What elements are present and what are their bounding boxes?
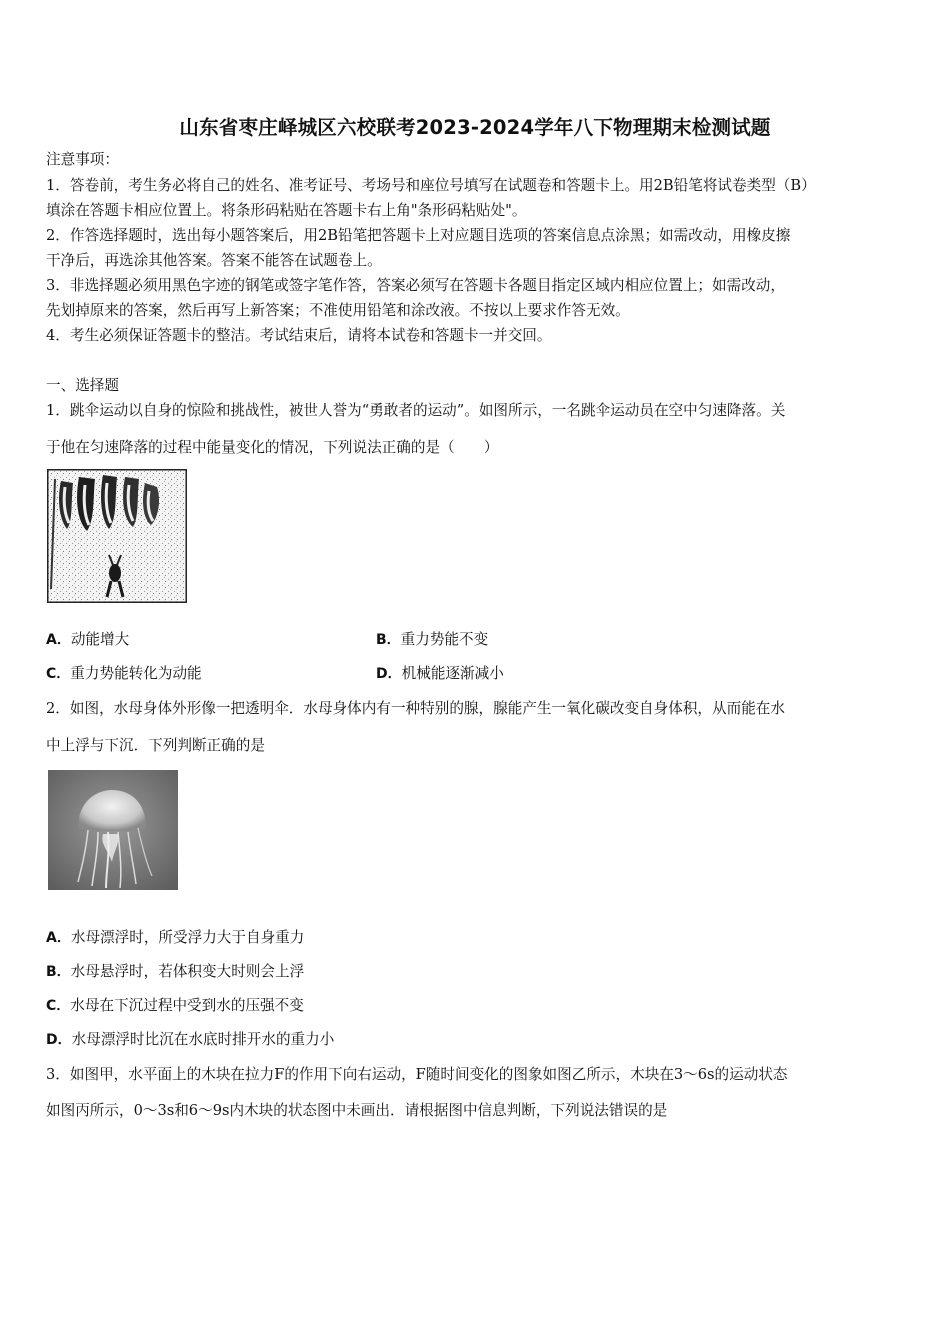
q1-option-d: D．机械能逐渐减小 xyxy=(376,665,504,682)
q2-option-b: B．水母悬浮时，若体积变大时则会上浮 xyxy=(46,963,305,980)
q1-stem-line: 1．跳伞运动以自身的惊险和挑战性，被世人誉为“勇敢者的运动”。如图所示，一名跳伞运动员在空中匀速降落。关 xyxy=(46,402,786,419)
note-line: 1．答卷前，考生务必将自己的姓名、准考证号、考场号和座位号填写在试题卷和答题卡上。用2B铅笔将试卷类型（B） xyxy=(46,177,816,194)
q2-option-a: A．水母漂浮时，所受浮力大于自身重力 xyxy=(46,929,305,946)
jellyfish-figure xyxy=(48,770,178,890)
q3-stem-line: 如图丙所示，0～3s和6～9s内木块的状态图中未画出．请根据图中信息判断，下列说法错误的是 xyxy=(46,1102,668,1119)
note-line: 2．作答选择题时，选出每小题答案后，用2B铅笔把答题卡上对应题目选项的答案信息点涂黑；如需改动，用橡皮擦 xyxy=(46,227,791,244)
q3-stem-line: 3．如图甲，水平面上的木块在拉力F的作用下向右运动，F随时间变化的图象如图乙所示，木块在3～6s的运动状态 xyxy=(46,1066,788,1083)
section-heading: 一、选择题 xyxy=(46,377,119,394)
note-line: 3．非选择题必须用黑色字迹的钢笔或签字笔作答，答案必须写在答题卡各题目指定区域内相应位置上；如需改动， xyxy=(46,277,785,294)
q1-option-a: A．动能增大 xyxy=(46,631,130,648)
q2-option-d: D．水母漂浮时比沉在水底时排开水的重力小 xyxy=(46,1031,335,1048)
notes-heading: 注意事项： xyxy=(46,151,119,168)
parachutist-figure xyxy=(47,469,187,603)
note-line: 先划掉原来的答案，然后再写上新答案；不准使用铅笔和涂改液。不按以上要求作答无效。 xyxy=(46,302,630,319)
note-line: 4．考生必须保证答题卡的整洁。考试结束后，请将本试卷和答题卡一并交回。 xyxy=(46,327,552,344)
q1-option-b: B．重力势能不变 xyxy=(376,631,489,648)
note-line: 干净后，再选涂其他答案。答案不能答在试题卷上。 xyxy=(46,252,382,269)
q2-option-c: C．水母在下沉过程中受到水的压强不变 xyxy=(46,997,304,1014)
q1-option-c: C．重力势能转化为动能 xyxy=(46,665,202,682)
q2-stem-line: 2．如图，水母身体外形像一把透明伞．水母身体内有一种特别的腺，腺能产生一氧化碳改变自身体积，从而能在水 xyxy=(46,700,785,717)
note-line: 填涂在答题卡相应位置上。将条形码粘贴在答题卡右上角"条形码粘贴处"。 xyxy=(46,202,527,219)
q1-stem-line: 于他在匀速降落的过程中能量变化的情况，下列说法正确的是（ ） xyxy=(46,439,499,456)
q2-stem-line: 中上浮与下沉．下列判断正确的是 xyxy=(46,737,265,754)
page-title: 山东省枣庄峄城区六校联考2023-2024学年八下物理期末检测试题 xyxy=(179,116,771,139)
